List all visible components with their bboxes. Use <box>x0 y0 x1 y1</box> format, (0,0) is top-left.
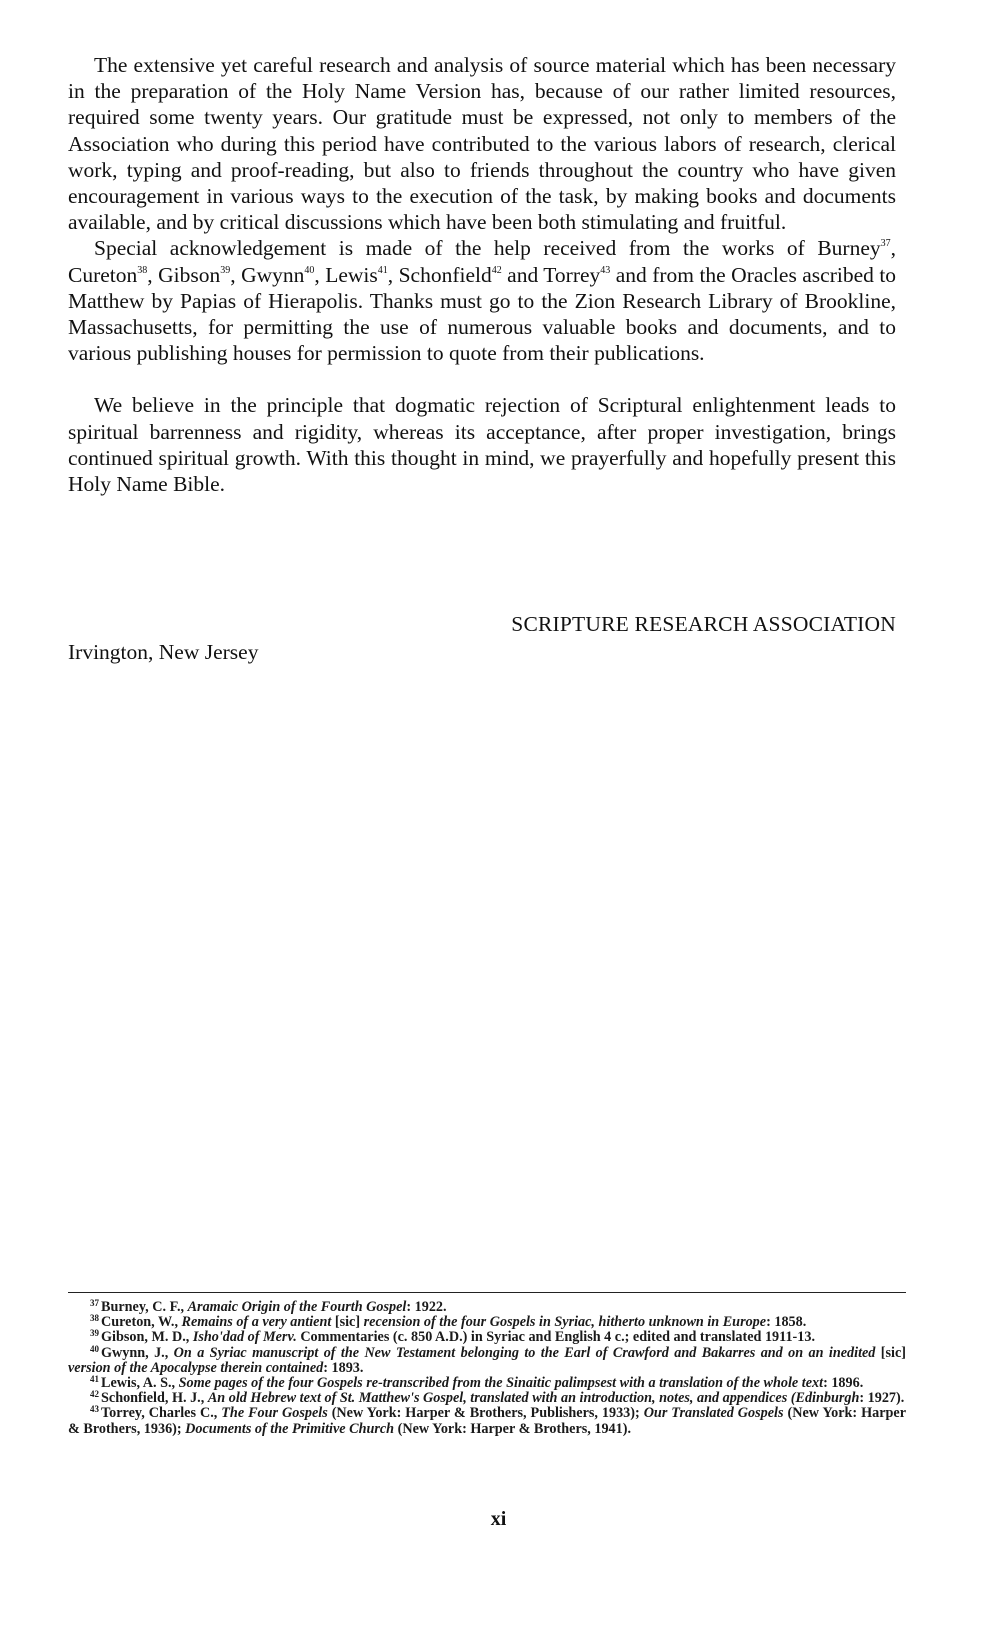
reference-separator: , <box>147 262 159 287</box>
reference-separator: and <box>501 262 544 287</box>
reference-superscript: 43 <box>600 264 611 276</box>
footnote-text: Cureton, W., <box>101 1314 182 1331</box>
footnote-37 <box>68 1300 906 1315</box>
acknowledgement-lead: Special acknowledgement is made of the help received from the works of <box>94 236 818 261</box>
footnote-title: Some pages of the four Gospels re-transcribed from the Sinaitic palimpsest with a translation of the whole text <box>178 1375 824 1392</box>
footnote-number: 40 <box>90 1343 99 1354</box>
footnote-title: version of the Apocalypse therein contained <box>68 1359 324 1376</box>
footnote-text: : 1927). <box>859 1390 905 1407</box>
footnote-title: Isho'dad of Merv. <box>192 1329 297 1346</box>
footnote-title: An old Hebrew text of St. Matthew's Gospel, translated with an introduction, notes, and appendices (Edinburgh <box>207 1390 860 1407</box>
document-page <box>68 52 896 497</box>
reference-separator: , <box>230 262 242 287</box>
reference-superscript: 42 <box>491 264 502 276</box>
footnote-text: Gwynn, J., <box>101 1344 174 1361</box>
reference-superscript: 38 <box>137 264 148 276</box>
paragraph-research: The extensive yet careful research and analysis of source material which has been necessary in the preparation of the Holy Name Version has, because of our rather limited resources, required some twenty years. Our gratitude must be expressed, not only to members of the Association who during this period have contributed to the various labors of research, clerical work, typing and proof-reading, but also to friends throughout the country who have given encouragement in various ways to the execution of the task, by making books and documents available, and by critical discussions which have been both stimulating and fruitful. <box>68 53 896 235</box>
paragraph-acknowledgement <box>68 235 896 366</box>
footnote-text: (New York: Harper & Brothers, 1936); <box>68 1405 906 1437</box>
footnote-43 <box>68 1406 906 1436</box>
footnote-title: Documents of the Primitive Church <box>185 1420 395 1437</box>
reference-separator: , <box>890 236 896 261</box>
acknowledgement-tail: and from the Oracles ascribed to Matthew by Papias of Hierapolis. Thanks must go to the Zion Research Library of Brookline, Massachusetts, for permitting the use of numerous valuable books and documents, and to various publishing houses for permission to quote from their publications. <box>68 262 897 366</box>
footnote-text: (New York: Harper & Brothers, 1941). <box>394 1420 632 1437</box>
reference-superscript: 40 <box>304 264 315 276</box>
footnote-number: 41 <box>90 1374 99 1385</box>
paragraph-belief: We believe in the principle that dogmatic rejection of Scriptural enlightenment leads to spiritual barrenness and rigidity, whereas its acceptance, after proper investigation, brings continued spiritual growth. With this thought in mind, we prayerfully and hopefully present this Holy Name Bible. <box>68 393 896 497</box>
footnote-40 <box>68 1343 907 1376</box>
signature-organization: SCRIPTURE RESEARCH ASSOCIATION <box>511 612 896 636</box>
footnote-text: (New York: Harper & Brothers, Publishers, 1933); <box>327 1405 644 1422</box>
footnote-number: 38 <box>90 1313 99 1324</box>
reference-name: Cureton <box>68 262 138 287</box>
reference-name: Burney <box>817 236 881 261</box>
footnote-title: Aramaic Origin of the Fourth Gospel <box>187 1299 407 1315</box>
reference-name: Torrey <box>543 262 601 287</box>
footnote-text: Torrey, Charles C., <box>101 1405 222 1422</box>
footnote-number: 43 <box>90 1404 99 1415</box>
footnote-text: : 1922. <box>406 1299 447 1315</box>
footnote-number: 37 <box>90 1298 99 1308</box>
reference-separator: , <box>314 262 326 287</box>
footnote-41 <box>68 1376 906 1391</box>
reference-superscript: 37 <box>880 238 891 250</box>
reference-superscript: 41 <box>377 264 388 276</box>
footnote-text: Burney, C. F., <box>101 1299 188 1315</box>
footnote-number: 39 <box>90 1328 99 1339</box>
footnotes <box>68 1300 906 1437</box>
footnote-text: [sic] <box>880 1344 907 1361</box>
page-number: xi <box>490 1508 507 1530</box>
footnote-title: Remains of a very antient <box>181 1314 335 1331</box>
signature-place: Irvington, New Jersey <box>68 640 259 664</box>
footnote-title: On a Syriac manuscript of the New Testament belonging to the Earl of Crawford and Bakarres and on an inedited <box>173 1344 881 1361</box>
footnote-text: : 1896. <box>823 1375 864 1392</box>
footnote-39 <box>68 1330 906 1345</box>
footnote-text: : 1858. <box>766 1314 807 1331</box>
footnote-title: The Four Gospels <box>221 1405 328 1422</box>
footnote-text: Lewis, A. S., <box>101 1375 179 1392</box>
reference-name: Gwynn <box>241 262 305 287</box>
footnote-number: 42 <box>90 1389 99 1400</box>
reference-name: Gibson <box>158 262 221 287</box>
footnote-title: recension of the four Gospels in Syriac, hitherto unknown in Europe <box>363 1314 767 1331</box>
footnote-text: : 1893. <box>323 1359 364 1376</box>
reference-superscript: 39 <box>220 264 231 276</box>
footnote-text: Schonfield, H. J., <box>101 1390 208 1407</box>
footnote-divider <box>68 1292 906 1293</box>
footnote-text: Commentaries (c. 850 A.D.) in Syriac and English 4 c.; edited and translated 1911-13. <box>296 1329 816 1346</box>
reference-name: Schonfield <box>398 262 492 287</box>
footnote-title: Our Translated Gospels <box>643 1405 784 1422</box>
reference-separator: , <box>387 262 399 287</box>
footnote-text: [sic] <box>334 1314 364 1331</box>
footnote-text: Gibson, M. D., <box>101 1329 193 1346</box>
reference-name: Lewis <box>325 262 378 287</box>
